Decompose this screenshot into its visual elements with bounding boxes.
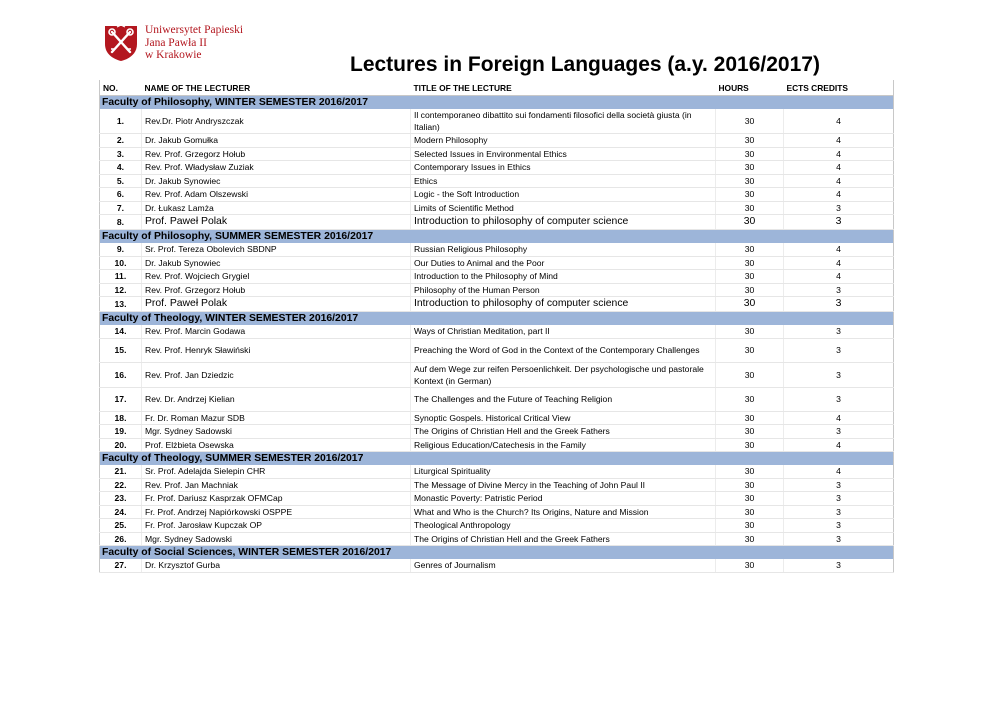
- table-row: [100, 425, 894, 439]
- cell-ects: 3: [784, 338, 894, 362]
- cell-name: Dr. Krzysztof Gurba: [142, 559, 411, 572]
- table-row: [100, 492, 894, 506]
- university-logo: [103, 24, 253, 68]
- section-title: Faculty of Philosophy, WINTER SEMESTER 2016/2017: [100, 96, 894, 110]
- cell-name: Rev. Prof. Wojciech Grygiel: [142, 270, 411, 284]
- cell-no: 2.: [100, 134, 142, 148]
- cell-title: Theological Anthropology: [411, 519, 716, 533]
- cell-no: 23.: [100, 492, 142, 506]
- table-row: [100, 478, 894, 492]
- cell-no: 4.: [100, 161, 142, 175]
- cell-name: Fr. Dr. Roman Mazur SDB: [142, 411, 411, 425]
- cell-ects: 3: [784, 425, 894, 439]
- cell-hours: 30: [716, 174, 784, 188]
- cell-name: Fr. Prof. Dariusz Kasprzak OFMCap: [142, 492, 411, 506]
- cell-name: Prof. Elżbieta Osewska: [142, 438, 411, 452]
- cell-ects: 4: [784, 161, 894, 175]
- cell-ects: 3: [784, 532, 894, 546]
- cell-no: 15.: [100, 338, 142, 362]
- cell-hours: 30: [716, 532, 784, 546]
- cell-no: 14.: [100, 325, 142, 338]
- cell-hours: 30: [716, 161, 784, 175]
- cell-name: Rev. Prof. Władysław Zuziak: [142, 161, 411, 175]
- section-title: Faculty of Social Sciences, WINTER SEMESTER 2016/2017: [100, 546, 894, 560]
- column-header-name: NAME OF THE LECTURER: [142, 80, 411, 96]
- cell-title: Preaching the Word of God in the Context of the Contemporary Challenges: [411, 338, 716, 362]
- table-row: [100, 283, 894, 297]
- cell-hours: 30: [716, 425, 784, 439]
- cell-hours: 30: [716, 215, 784, 230]
- cell-hours: 30: [716, 243, 784, 256]
- cell-title: Ethics: [411, 174, 716, 188]
- cell-name: Dr. Jakub Synowiec: [142, 174, 411, 188]
- column-header-no: NO.: [100, 80, 142, 96]
- cell-title: What and Who is the Church? Its Origins, Nature and Mission: [411, 505, 716, 519]
- cell-hours: 30: [716, 201, 784, 215]
- cell-hours: 30: [716, 519, 784, 533]
- cell-title: Limits of Scientific Method: [411, 201, 716, 215]
- cell-name: Dr. Jakub Gomułka: [142, 134, 411, 148]
- lectures-table: [99, 80, 894, 573]
- cell-name: Mgr. Sydney Sadowski: [142, 425, 411, 439]
- cell-ects: 4: [784, 411, 894, 425]
- cell-no: 25.: [100, 519, 142, 533]
- cell-ects: 4: [784, 243, 894, 256]
- cell-ects: 3: [784, 478, 894, 492]
- cell-no: 18.: [100, 411, 142, 425]
- cell-ects: 3: [784, 492, 894, 506]
- cell-ects: 3: [784, 201, 894, 215]
- page-title: Lectures in Foreign Languages (a.y. 2016/2017): [350, 53, 820, 76]
- cell-name: Fr. Prof. Andrzej Napiórkowski OSPPE: [142, 505, 411, 519]
- table-row: [100, 147, 894, 161]
- cell-ects: 4: [784, 188, 894, 202]
- cell-title: Introduction to philosophy of computer science: [411, 215, 716, 230]
- crest-icon: [103, 24, 139, 62]
- cell-ects: 4: [784, 270, 894, 284]
- table-row: [100, 519, 894, 533]
- cell-ects: 3: [784, 297, 894, 312]
- logo-line: Uniwersytet Papieski: [145, 24, 244, 36]
- section-header: [100, 96, 894, 110]
- table-row: [100, 325, 894, 338]
- cell-name: Sr. Prof. Tereza Obolevich SBDNP: [142, 243, 411, 256]
- cell-name: Prof. Paweł Polak: [142, 215, 411, 230]
- cell-ects: 3: [784, 362, 894, 387]
- cell-ects: 3: [784, 215, 894, 230]
- table-row: [100, 188, 894, 202]
- cell-hours: 30: [716, 411, 784, 425]
- cell-hours: 30: [716, 256, 784, 270]
- cell-name: Dr. Jakub Synowiec: [142, 256, 411, 270]
- cell-no: 27.: [100, 559, 142, 572]
- cell-title: The Origins of Christian Hell and the Greek Fathers: [411, 532, 716, 546]
- cell-title: Genres of Journalism: [411, 559, 716, 572]
- cell-no: 24.: [100, 505, 142, 519]
- table-row: [100, 438, 894, 452]
- cell-title: Liturgical Spirituality: [411, 465, 716, 478]
- section-header: [100, 230, 894, 244]
- cell-title: Introduction to the Philosophy of Mind: [411, 270, 716, 284]
- table-body: [100, 96, 894, 573]
- cell-ects: 4: [784, 465, 894, 478]
- section-title: Faculty of Theology, SUMMER SEMESTER 2016/2017: [100, 452, 894, 466]
- cell-title: Philosophy of the Human Person: [411, 283, 716, 297]
- cell-hours: 30: [716, 362, 784, 387]
- cell-hours: 30: [716, 270, 784, 284]
- table-row: [100, 532, 894, 546]
- cell-title: Modern Philosophy: [411, 134, 716, 148]
- column-header-title: TITLE OF THE LECTURE: [411, 80, 716, 96]
- cell-ects: 3: [784, 559, 894, 572]
- cell-hours: 30: [716, 465, 784, 478]
- section-header: [100, 452, 894, 466]
- cell-name: Dr. Łukasz Lamża: [142, 201, 411, 215]
- cell-no: 1.: [100, 109, 142, 134]
- cell-hours: 30: [716, 438, 784, 452]
- table-row: [100, 505, 894, 519]
- table-row: [100, 215, 894, 230]
- cell-no: 26.: [100, 532, 142, 546]
- cell-hours: 30: [716, 297, 784, 312]
- cell-title: The Challenges and the Future of Teaching Religion: [411, 387, 716, 411]
- cell-title: Synoptic Gospels. Historical Critical View: [411, 411, 716, 425]
- cell-ects: 4: [784, 174, 894, 188]
- cell-hours: 30: [716, 134, 784, 148]
- cell-name: Rev.Dr. Piotr Andryszczak: [142, 109, 411, 134]
- cell-no: 11.: [100, 270, 142, 284]
- cell-no: 6.: [100, 188, 142, 202]
- section-header: [100, 312, 894, 326]
- cell-hours: 30: [716, 338, 784, 362]
- cell-ects: 4: [784, 438, 894, 452]
- cell-hours: 30: [716, 492, 784, 506]
- section-title: Faculty of Theology, WINTER SEMESTER 2016/2017: [100, 312, 894, 326]
- cell-name: Fr. Prof. Jarosław Kupczak OP: [142, 519, 411, 533]
- table-row: [100, 411, 894, 425]
- cell-title: Russian Religious Philosophy: [411, 243, 716, 256]
- cell-hours: 30: [716, 505, 784, 519]
- cell-hours: 30: [716, 283, 784, 297]
- cell-name: Rev. Prof. Jan Machniak: [142, 478, 411, 492]
- cell-title: Auf dem Wege zur reifen Persoenlichkeit. Der psychologische und pastorale Kontext (in German): [411, 362, 716, 387]
- cell-name: Rev. Prof. Adam Olszewski: [142, 188, 411, 202]
- cell-ects: 4: [784, 147, 894, 161]
- cell-name: Rev. Dr. Andrzej Kielian: [142, 387, 411, 411]
- cell-title: Ways of Christian Meditation, part II: [411, 325, 716, 338]
- cell-title: Introduction to philosophy of computer science: [411, 297, 716, 312]
- cell-no: 9.: [100, 243, 142, 256]
- cell-ects: 4: [784, 134, 894, 148]
- cell-hours: 30: [716, 559, 784, 572]
- table-row: [100, 362, 894, 387]
- cell-no: 21.: [100, 465, 142, 478]
- cell-no: 10.: [100, 256, 142, 270]
- table-row: [100, 243, 894, 256]
- cell-name: Sr. Prof. Adelajda Sielepin CHR: [142, 465, 411, 478]
- table-row: [100, 559, 894, 572]
- cell-ects: 3: [784, 505, 894, 519]
- cell-no: 22.: [100, 478, 142, 492]
- cell-no: 20.: [100, 438, 142, 452]
- cell-no: 8.: [100, 215, 142, 230]
- cell-hours: 30: [716, 478, 784, 492]
- cell-title: Selected Issues in Environmental Ethics: [411, 147, 716, 161]
- cell-hours: 30: [716, 188, 784, 202]
- cell-hours: 30: [716, 147, 784, 161]
- cell-name: Prof. Paweł Polak: [142, 297, 411, 312]
- cell-ects: 4: [784, 256, 894, 270]
- table-row: [100, 465, 894, 478]
- cell-ects: 3: [784, 283, 894, 297]
- table-row: [100, 256, 894, 270]
- logo-text: [145, 24, 243, 62]
- section-title: Faculty of Philosophy, SUMMER SEMESTER 2016/2017: [100, 230, 894, 244]
- table-row: [100, 297, 894, 312]
- header-row: [100, 80, 894, 96]
- logo-line: w Krakowie: [145, 49, 202, 61]
- cell-title: Il contemporaneo dibattito sui fondamenti filosofici della società giusta (in Italian): [411, 109, 716, 134]
- cell-no: 19.: [100, 425, 142, 439]
- logo-line: Jana Pawła II: [145, 36, 207, 49]
- cell-no: 7.: [100, 201, 142, 215]
- table-row: [100, 270, 894, 284]
- cell-name: Rev. Prof. Henryk Sławiński: [142, 338, 411, 362]
- cell-no: 5.: [100, 174, 142, 188]
- cell-ects: 3: [784, 387, 894, 411]
- column-header-hours: HOURS: [716, 80, 784, 96]
- cell-name: Rev. Prof. Grzegorz Hołub: [142, 283, 411, 297]
- cell-ects: 4: [784, 109, 894, 134]
- cell-ects: 3: [784, 519, 894, 533]
- cell-name: Rev. Prof. Grzegorz Hołub: [142, 147, 411, 161]
- cell-hours: 30: [716, 109, 784, 134]
- cell-title: Logic - the Soft Introduction: [411, 188, 716, 202]
- table-row: [100, 161, 894, 175]
- table-row: [100, 134, 894, 148]
- table-row: [100, 201, 894, 215]
- table-row: [100, 338, 894, 362]
- section-header: [100, 546, 894, 560]
- table-row: [100, 109, 894, 134]
- cell-title: Our Duties to Animal and the Poor: [411, 256, 716, 270]
- table-row: [100, 174, 894, 188]
- cell-title: The Origins of Christian Hell and the Greek Fathers: [411, 425, 716, 439]
- cell-no: 17.: [100, 387, 142, 411]
- cell-name: Rev. Prof. Jan Dziedzic: [142, 362, 411, 387]
- cell-ects: 3: [784, 325, 894, 338]
- cell-no: 12.: [100, 283, 142, 297]
- cell-title: Contemporary Issues in Ethics: [411, 161, 716, 175]
- cell-title: Religious Education/Catechesis in the Family: [411, 438, 716, 452]
- cell-no: 13.: [100, 297, 142, 312]
- cell-title: The Message of Divine Mercy in the Teaching of John Paul II: [411, 478, 716, 492]
- cell-hours: 30: [716, 325, 784, 338]
- cell-name: Rev. Prof. Marcin Godawa: [142, 325, 411, 338]
- table-row: [100, 387, 894, 411]
- column-header-ects: ECTS CREDITS: [784, 80, 894, 96]
- cell-name: Mgr. Sydney Sadowski: [142, 532, 411, 546]
- cell-title: Monastic Poverty: Patristic Period: [411, 492, 716, 506]
- cell-hours: 30: [716, 387, 784, 411]
- cell-no: 3.: [100, 147, 142, 161]
- cell-no: 16.: [100, 362, 142, 387]
